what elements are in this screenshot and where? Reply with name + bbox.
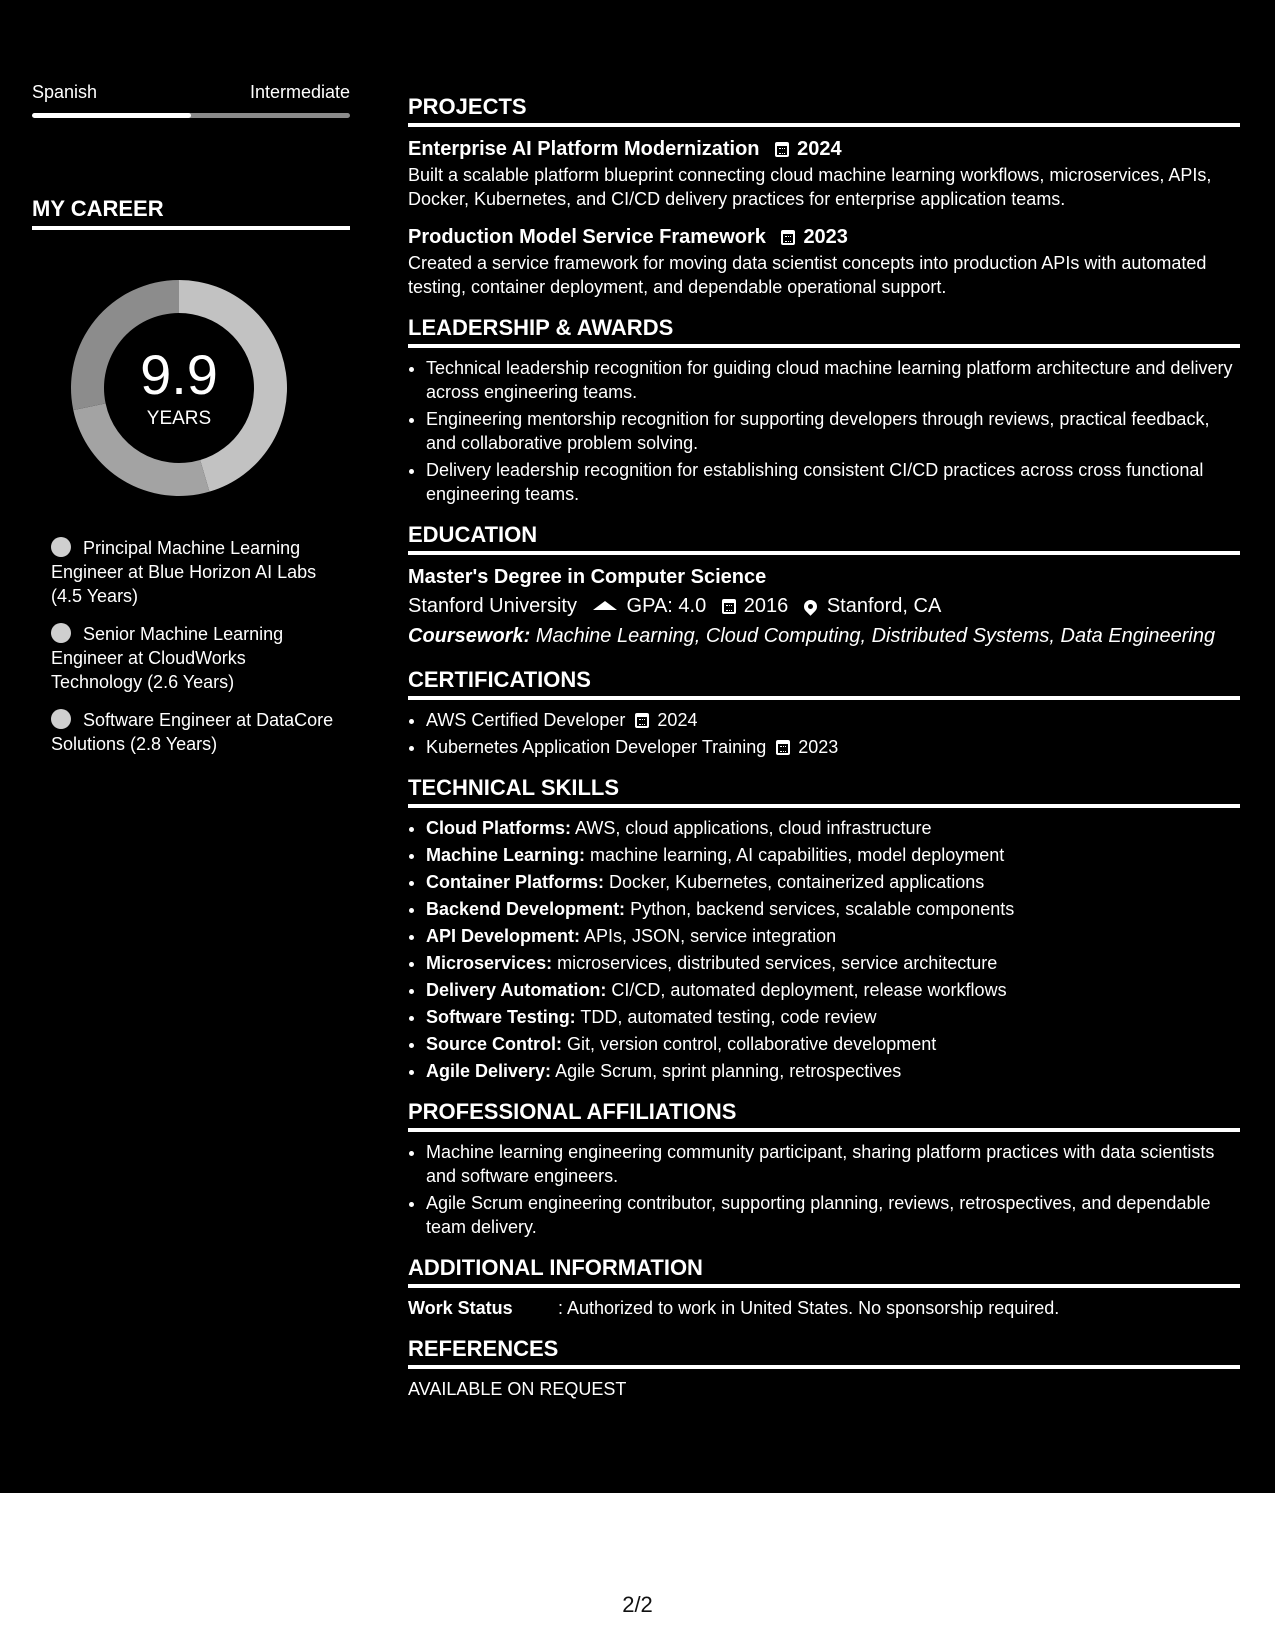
list-item [426, 951, 1240, 975]
project-description: Created a service framework for moving data scientist concepts into production APIs with automated testing, container deployment, and dependable operational support. [408, 253, 1207, 297]
calendar-icon [635, 713, 649, 728]
additional-section [408, 1255, 1240, 1320]
education-year: 2016 [743, 595, 789, 617]
skill-label: Container Platforms: [426, 872, 605, 892]
affiliations-heading: PROFESSIONAL AFFILIATIONS [408, 1099, 1240, 1132]
education-section [408, 522, 1240, 651]
affiliations-section [408, 1099, 1240, 1239]
education-degree: Master's Degree in Computer Science [408, 566, 767, 588]
career-total-unit: YEARS [146, 408, 212, 429]
skill-label: Software Testing: [426, 1007, 576, 1027]
calendar-icon [775, 142, 789, 157]
education-heading: EDUCATION [408, 522, 1240, 555]
calendar-icon [776, 740, 790, 755]
skill-value: machine learning, AI capabilities, model deployment [590, 845, 1005, 865]
project-year: 2024 [797, 138, 842, 160]
skill-label: Delivery Automation: [426, 980, 607, 1000]
leadership-heading: LEADERSHIP & AWARDS [408, 315, 1240, 348]
references-section [408, 1336, 1240, 1401]
certification-year: 2023 [798, 737, 839, 757]
leadership-list [408, 356, 1240, 506]
skill-value: APIs, JSON, service integration [584, 926, 837, 946]
skill-label: Cloud Platforms: [426, 818, 572, 838]
education-location: Stanford, CA [826, 595, 942, 617]
career-item-text: Senior Machine Learning Engineer at CloudWorks Technology (2.6 Years) [51, 624, 284, 692]
list-item [426, 708, 1240, 732]
graduation-cap-icon [593, 601, 617, 610]
skill-label: Agile Delivery: [426, 1061, 552, 1081]
list-item [426, 843, 1240, 867]
list-item: • Agile Scrum engineering contributor, supporting planning, reviews, retrospectives, and dependable team delivery. [426, 1191, 1240, 1239]
main-column [408, 94, 1240, 1417]
language-proficiency-bar [32, 113, 350, 118]
certifications-heading: CERTIFICATIONS [408, 667, 1240, 700]
list-item [426, 897, 1240, 921]
coursework-label: Coursework: [408, 625, 531, 647]
skill-value: Python, backend services, scalable components [630, 899, 1015, 919]
language-level: Intermediate [249, 82, 350, 102]
skill-value: CI/CD, automated deployment, release workflows [611, 980, 1007, 1000]
skill-label: API Development: [426, 926, 581, 946]
work-status-row [408, 1296, 1240, 1320]
calendar-icon [781, 230, 795, 245]
list-item [426, 870, 1240, 894]
list-item: • Engineering mentorship recognition for supporting developers through reviews, practical feedback, and collaborative problem solving. [426, 407, 1240, 455]
certification-name: AWS Certified Developer [426, 710, 626, 730]
career-item [51, 622, 341, 694]
list-item [426, 816, 1240, 840]
certifications-section [408, 667, 1240, 759]
project-item [408, 135, 1240, 211]
skill-value: Docker, Kubernetes, containerized applications [609, 872, 985, 892]
sidebar [0, 0, 380, 1493]
skills-list [408, 816, 1240, 1083]
project-date [775, 138, 842, 160]
list-item: • Technical leadership recognition for guiding cloud machine learning platform architecture and delivery across engineering teams. [426, 356, 1240, 404]
career-total-years: 9.9 [140, 343, 218, 406]
education-coursework [408, 621, 1240, 651]
skill-label: Source Control: [426, 1034, 563, 1054]
career-item-text: Principal Machine Learning Engineer at Blue Horizon AI Labs (4.5 Years) [51, 538, 317, 606]
career-dot-icon [51, 537, 71, 557]
skill-label: Backend Development: [426, 899, 626, 919]
skill-label: Machine Learning: [426, 845, 586, 865]
career-dot-icon [51, 709, 71, 729]
education-school: Stanford University [408, 595, 577, 617]
skill-value: Agile Scrum, sprint planning, retrospectives [555, 1061, 902, 1081]
language-name: Spanish [32, 82, 98, 102]
page-number: 2/2 [622, 1592, 653, 1617]
language-proficiency-fill [32, 113, 191, 118]
career-list [51, 536, 341, 770]
career-item [51, 536, 341, 608]
skill-value: AWS, cloud applications, cloud infrastructure [575, 818, 932, 838]
references-heading: REFERENCES [408, 1336, 1240, 1369]
project-name: Enterprise AI Platform Modernization [408, 138, 760, 160]
project-description: Built a scalable platform blueprint connecting cloud machine learning workflows, microservices, APIs, Docker, Kubernetes, and CI/CD delivery practices for enterprise application teams. [408, 165, 1212, 209]
list-item [426, 1059, 1240, 1083]
list-item [426, 924, 1240, 948]
skill-value: Git, version control, collaborative development [567, 1034, 937, 1054]
additional-heading: ADDITIONAL INFORMATION [408, 1255, 1240, 1288]
skill-value: TDD, automated testing, code review [580, 1007, 877, 1027]
list-item [426, 978, 1240, 1002]
career-heading: MY CAREER [32, 196, 350, 230]
coursework-text: Machine Learning, Cloud Computing, Distributed Systems, Data Engineering [535, 625, 1216, 647]
career-item-text: Software Engineer at DataCore Solutions (2.8 Years) [51, 710, 334, 754]
list-item [426, 1005, 1240, 1029]
projects-heading: PROJECTS [408, 94, 1240, 127]
location-pin-icon [801, 597, 819, 615]
project-date [781, 226, 848, 248]
career-item [51, 708, 341, 756]
projects-section [408, 94, 1240, 299]
list-item [426, 1032, 1240, 1056]
work-status-value: : Authorized to work in United States. No sponsorship required. [558, 1298, 1060, 1318]
project-name: Production Model Service Framework [408, 226, 766, 248]
skill-value: microservices, distributed services, service architecture [557, 953, 998, 973]
skills-heading: TECHNICAL SKILLS [408, 775, 1240, 808]
list-item: • Machine learning engineering community participant, sharing platform practices with data scientists and software engineers. [426, 1140, 1240, 1188]
leadership-section [408, 315, 1240, 506]
certification-year: 2024 [657, 710, 698, 730]
list-item: • Delivery leadership recognition for establishing consistent CI/CD practices across cross functional engineering teams. [426, 458, 1240, 506]
language-row [32, 82, 350, 103]
project-year: 2023 [803, 226, 848, 248]
affiliations-list [408, 1140, 1240, 1239]
list-item [426, 735, 1240, 759]
certifications-list [408, 708, 1240, 759]
work-status-label: Work Status [408, 1298, 513, 1318]
education-gpa: GPA: 4.0 [626, 595, 707, 617]
project-title [408, 135, 1240, 163]
career-dot-icon [51, 623, 71, 643]
project-title [408, 223, 1240, 251]
education-details [408, 591, 1240, 621]
references-text: AVAILABLE ON REQUEST [408, 1379, 627, 1399]
skills-section [408, 775, 1240, 1083]
calendar-icon [722, 599, 736, 614]
certification-name: Kubernetes Application Developer Training [426, 737, 767, 757]
skill-label: Microservices: [426, 953, 553, 973]
project-item [408, 223, 1240, 299]
